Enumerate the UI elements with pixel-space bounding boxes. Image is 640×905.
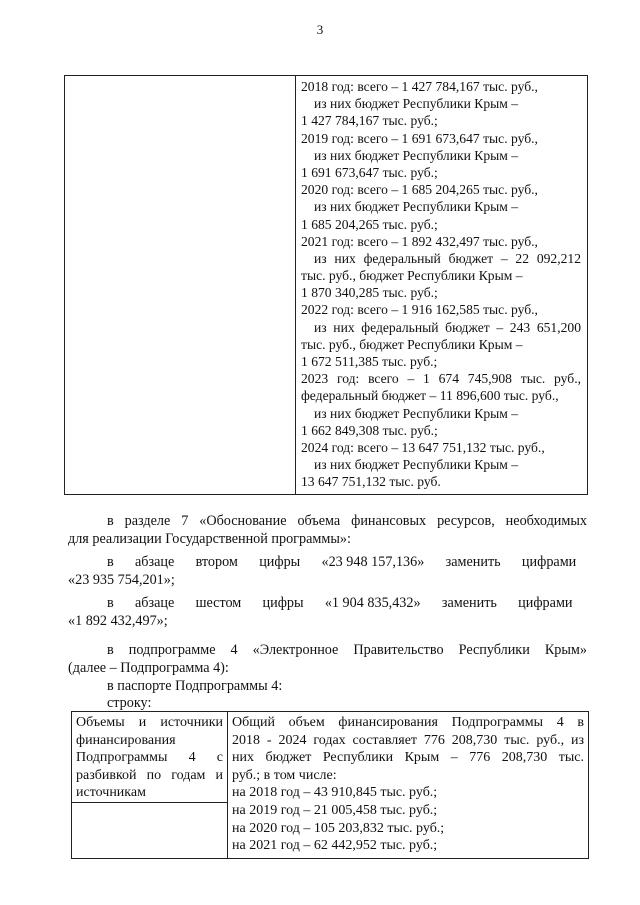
finance-label-line: Подпрограммы 4 с [76,750,223,766]
paragraph6-text-cont: «1 892 432,497»; [68,613,168,629]
budget-line: из них бюджет Республики Крым – [314,199,519,215]
finance-value-line: на 2019 год – 21 005,458 тыс. руб.; [232,802,438,818]
budget-line: тыс. руб., бюджет Республики Крым – [301,336,523,352]
budget-line: тыс. руб., бюджет Республики Крым – [301,268,523,284]
paragraph2-text-cont: «23 935 754,201»; [68,572,175,588]
budget-line: 2020 год: всего – 1 685 204,265 тыс. руб., [301,182,538,198]
budget-line: из них бюджет Республики Крым – [314,96,519,112]
budget-table [64,75,588,495]
finance-value-line: на 2020 год – 105 203,832 тыс. руб.; [232,820,445,836]
budget-line: 13 647 751,132 тыс. руб. [301,474,441,490]
passport-text: в паспорте Подпрограммы 4: [107,678,283,694]
budget-line: 1 691 673,647 тыс. руб.; [301,164,438,180]
budget-line: 2018 год: всего – 1 427 784,167 тыс. руб., [301,79,538,94]
budget-line: из них федеральный бюджет – 243 651,200 [314,319,581,335]
budget-line: 2023 год: всего – 1 674 745,908 тыс. руб., [301,371,581,387]
budget-line: федеральный бюджет – 11 896,600 тыс. руб., [301,388,559,404]
budget-line: из них бюджет Республики Крым – [314,147,519,163]
finance-label-cell [72,712,228,858]
paragraph6-text: в абзаце шестом цифры «1 904 835,432» заменить цифрами [107,595,573,611]
finance-value-line: Общий объем финансирования Подпрограммы 4 в [232,715,584,730]
budget-line: 1 662 849,308 тыс. руб.; [301,422,438,438]
budget-line: 1 427 784,167 тыс. руб.; [301,113,438,129]
budget-line: 1 672 511,385 тыс. руб.; [301,354,438,369]
section7-text: в разделе 7 «Обоснование объема финансовых ресурсов, необходимых [107,513,587,529]
paragraph2-text: в абзаце втором цифры «23 948 157,136» заменить цифрами [107,554,577,570]
budget-line: 2022 год: всего – 1 916 162,585 тыс. руб., [301,302,538,318]
page-number: 3 [316,22,324,37]
subprogram4-text: в подпрограмме 4 «Электронное Правительство Республики Крым» [107,642,587,658]
row-text: строку: [107,695,152,711]
budget-line: 2024 год: всего – 13 647 751,132 тыс. руб., [301,439,545,455]
finance-value-line: на 2021 год – 62 442,952 тыс. руб.; [232,838,438,854]
subprogram4-text-cont: (далее – Подпрограмма 4): [68,660,229,676]
finance-label-line: Объемы и источники [76,715,223,730]
budget-line: 2021 год: всего – 1 892 432,497 тыс. руб., [301,233,538,249]
finance-label-line: разбивкой по годам и [76,767,223,783]
budget-table-value-cell [296,76,587,494]
budget-table-label-cell [65,76,296,494]
finance-value-line: руб.; в том числе: [232,767,337,783]
budget-line: из них бюджет Республики Крым – [314,405,519,421]
section7-text-cont: для реализации Государственной программы»: [68,531,351,547]
finance-label-line: финансирования [76,732,176,748]
budget-line: 1 870 340,285 тыс. руб.; [301,285,438,301]
finance-value-line: них бюджет Республики Крым – 776 208,730 тыс. [232,750,584,766]
finance-label-line: источникам [72,784,227,803]
finance-value-cell [228,712,588,858]
budget-line: из них федеральный бюджет – 22 092,212 [314,250,581,266]
budget-line: 1 685 204,265 тыс. руб.; [301,216,438,232]
budget-line: из них бюджет Республики Крым – [314,457,519,473]
budget-line: 2019 год: всего – 1 691 673,647 тыс. руб., [301,130,538,146]
finance-value-line: на 2018 год – 43 910,845 тыс. руб.; [232,785,438,801]
subprogram-finance-table [71,711,589,859]
finance-value-line: 2018 - 2024 годах составляет 776 208,730 тыс. руб., из [232,732,584,748]
